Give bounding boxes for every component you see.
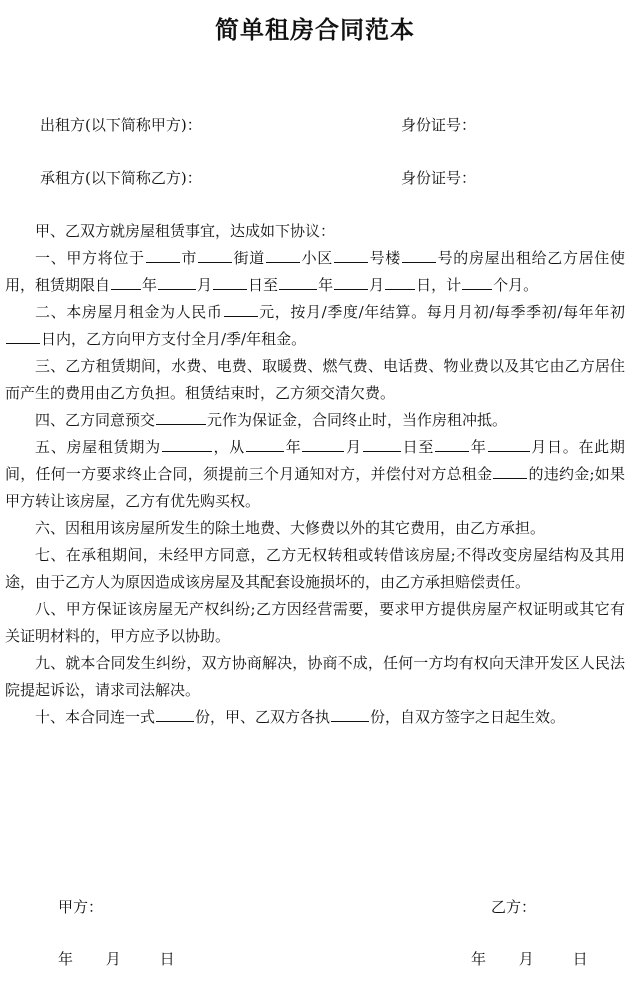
copies-each-blank[interactable] bbox=[331, 705, 369, 722]
copies-total-blank[interactable] bbox=[156, 705, 194, 722]
penalty-blank[interactable] bbox=[493, 462, 527, 479]
party-a-signature-label: 甲方： bbox=[58, 898, 104, 916]
party-a-year-label: 年 bbox=[58, 950, 74, 968]
clause-10: 十、本合同连一式 份，甲、乙双方各执 份，自双方签字之日起生效。 bbox=[5, 704, 625, 731]
term-end-month-blank[interactable] bbox=[488, 435, 530, 452]
end-month-blank[interactable] bbox=[334, 273, 368, 290]
lessor-label: 出租方(以下简称甲方)： bbox=[40, 116, 202, 134]
document-title: 简单租房合同范本 bbox=[215, 16, 415, 44]
room-blank[interactable] bbox=[402, 246, 436, 263]
party-b-signature-label: 乙方： bbox=[491, 898, 537, 916]
intro-paragraph: 甲、乙双方就房屋租赁事宜，达成如下协议： bbox=[35, 222, 336, 240]
end-day-blank[interactable] bbox=[385, 273, 415, 290]
deposit-blank[interactable] bbox=[156, 408, 206, 425]
clause-3: 三、乙方租赁期间，水费、电费、取暖费、燃气费、电话费、物业费以及其它由乙方居住而产生的费用由乙方负担。租赁结束时，乙方须交清欠费。 bbox=[5, 357, 625, 402]
building-blank[interactable] bbox=[334, 246, 368, 263]
clause-9: 九、就本合同发生纠纷，双方协商解决，协商不成，任何一方均有权向天津开发区人民法院提起诉讼，请求司法解决。 bbox=[5, 654, 625, 699]
street-blank[interactable] bbox=[198, 246, 232, 263]
party-b-month-label: 月 bbox=[518, 950, 534, 968]
term-end-year-blank[interactable] bbox=[435, 435, 469, 452]
end-year-blank[interactable] bbox=[279, 273, 317, 290]
term-start-year-blank[interactable] bbox=[246, 435, 284, 452]
term-start-month-blank[interactable] bbox=[302, 435, 344, 452]
clause-5: 五、房屋租赁期为 ，从 年 月 日至 年 月日。在此期间，任何一方要求终止合同，须提前三个月通知对方，并偿付对方总租金 的违约金;如果甲方转让该房屋，乙方有优先购买权。 bbox=[5, 434, 625, 515]
party-a-date bbox=[58, 948, 175, 969]
party-a-month-label: 月 bbox=[105, 950, 121, 968]
party-b-year-label: 年 bbox=[471, 950, 487, 968]
party-b-day-label: 日 bbox=[572, 950, 588, 968]
payment-day-blank[interactable] bbox=[6, 327, 40, 344]
party-b-date bbox=[471, 948, 588, 969]
lessee-id-label: 身份证号： bbox=[401, 169, 477, 187]
start-day-blank[interactable] bbox=[213, 273, 247, 290]
start-year-blank[interactable] bbox=[111, 273, 141, 290]
clause-4: 四、乙方同意预交 元作为保证金，合同终止时，当作房租冲抵。 bbox=[5, 407, 625, 434]
clause-1: 一、甲方将位于 市 街道 小区 号楼 号的房屋出租给乙方居住使用，租赁期限自 年 月 日至 年 月 日，计 个月。 bbox=[5, 245, 625, 299]
months-blank[interactable] bbox=[462, 273, 492, 290]
lessee-label: 承租方(以下简称乙方)： bbox=[40, 169, 202, 187]
lease-term-blank[interactable] bbox=[162, 435, 212, 452]
term-start-day-blank[interactable] bbox=[363, 435, 401, 452]
community-blank[interactable] bbox=[266, 246, 300, 263]
clause-8: 八、甲方保证该房屋无产权纠纷;乙方因经营需要，要求甲方提供房屋产权证明或其它有关证明材料的，甲方应予以协助。 bbox=[5, 600, 625, 645]
clause-7: 七、在承租期间，未经甲方同意，乙方无权转租或转借该房屋;不得改变房屋结构及其用途，由于乙方人为原因造成该房屋及其配套设施损坏的，由乙方承担赔偿责任。 bbox=[5, 546, 625, 591]
clause-2: 二、本房屋月租金为人民币 元，按月/季度/年结算。每月月初/每季季初/每年年初日内，乙方向甲方支付全月/季/年租金。 bbox=[5, 299, 625, 353]
rent-blank[interactable] bbox=[224, 300, 258, 317]
lessor-id-label: 身份证号： bbox=[401, 116, 477, 134]
contract-body bbox=[5, 218, 625, 731]
start-month-blank[interactable] bbox=[158, 273, 196, 290]
party-a-day-label: 日 bbox=[159, 950, 175, 968]
city-blank[interactable] bbox=[146, 246, 180, 263]
clause-6: 六、因租用该房屋所发生的除土地费、大修费以外的其它费用，由乙方承担。 bbox=[35, 519, 546, 537]
